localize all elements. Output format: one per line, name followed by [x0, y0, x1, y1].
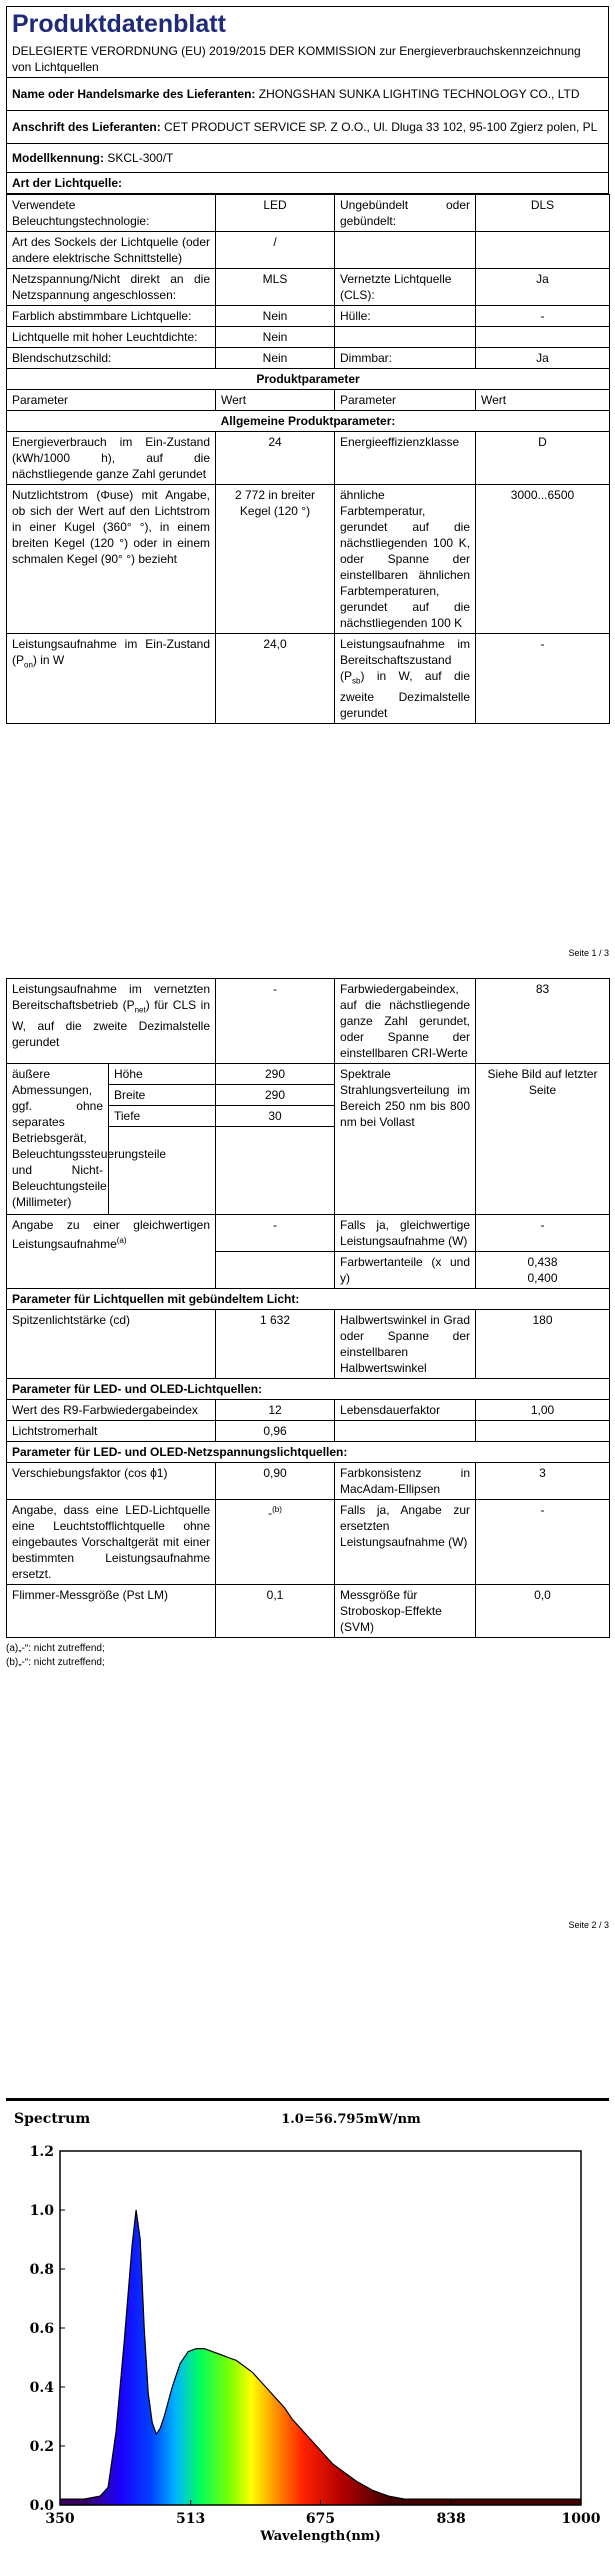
page-title: Produktdatenblatt	[6, 6, 609, 41]
regulation-subtitle: DELEGIERTE VERORDNUNG (EU) 2019/2015 DER KOMMISSION zur Energieverbrauchskennzeichnung von Lichtquellen	[7, 41, 609, 78]
x-tick-label: 513	[176, 2511, 206, 2527]
dimmable-value: Ja	[476, 348, 610, 369]
power-factor-label: Verschiebungsfaktor (cos ϕ1)	[7, 1463, 216, 1500]
dls-heading: Parameter für Lichtquellen mit gebündeltem Licht:	[7, 1289, 610, 1310]
chroma-x: 0,438	[527, 1255, 558, 1269]
general-params-heading: Allgemeine Produktparameter:	[7, 411, 610, 432]
model-id: SKCL-300/T	[107, 151, 174, 165]
anti-glare-value: Nein	[216, 348, 335, 369]
x-tick-label: 1000	[561, 2511, 601, 2527]
dimmable-label: Dimmbar:	[335, 348, 476, 369]
product-params-heading: Produktparameter	[7, 369, 610, 390]
supplier-name: ZHONGSHAN SUNKA LIGHTING TECHNOLOGY CO., LTD	[258, 87, 580, 101]
spectrum-area	[60, 2210, 581, 2505]
page-1-footer: Seite 1 / 3	[568, 948, 609, 958]
y-tick-label: 0.2	[29, 2439, 54, 2455]
empty-cell	[335, 232, 476, 269]
r9-label: Wert des R9-Farbwiedergabeindex	[7, 1400, 216, 1421]
psb-label: Leistungsaufnahme im Bereitschaftszustand $(P_{sb})$ in W, auf die zweite Dezimalstelle gerundet	[335, 634, 476, 724]
energy-label: Energieverbrauch im Ein-Zustand (kWh/1000 h), auf die nächstliegende ganze Zahl gerundet	[7, 432, 216, 485]
x-axis-label: Wavelength(nm)	[260, 2529, 381, 2544]
dims-label: äußere Abmessungen, ggf. ohne separates Betriebsgerät, Beleuchtungssteuerungsteile und Nicht-Beleuchtungsteile (Millimeter)	[7, 1064, 109, 1215]
pnet-value: -	[216, 979, 335, 1064]
socket-value: /	[216, 232, 335, 269]
led-mains-heading: Parameter für LED- und OLED-Netzspannungslichtquellen:	[7, 1442, 610, 1463]
light-type-heading: Art der Lichtquelle:	[7, 173, 609, 194]
survival-label: Lebensdauerfaktor	[335, 1400, 476, 1421]
light-type-table	[6, 194, 610, 724]
cri-value: 83	[476, 979, 610, 1064]
flicker-value: 0,1	[216, 1585, 335, 1638]
empty-cell	[216, 1127, 335, 1215]
pon-label: Leistungsaufnahme im Ein-Zustand $(P_{on})$ in W	[7, 634, 216, 724]
replacement-power-label: Falls ja, Angabe zur ersetzten Leistungsaufnahme (W)	[335, 1500, 476, 1585]
y-tick-label: 1.2	[29, 2144, 54, 2160]
tunable-label: Farblich abstimmbare Lichtquelle:	[7, 306, 216, 327]
energy-value: 24	[216, 432, 335, 485]
y-tick-label: 0.0	[29, 2498, 54, 2514]
macadam-label: Farbkonsistenz in MacAdam-Ellipsen	[335, 1463, 476, 1500]
x-tick-label: 838	[436, 2511, 466, 2527]
header-table	[6, 41, 609, 194]
spectrum-svg	[6, 2101, 609, 2560]
replacement-value-text: -	[268, 1506, 273, 1520]
empty-cell	[335, 327, 476, 348]
replacement-power-value: -	[476, 1500, 610, 1585]
empty-cell	[476, 1421, 610, 1442]
undirected-label: Ungebündelt oder gebündelt:	[335, 195, 476, 232]
y-tick-label: 0.4	[29, 2380, 54, 2396]
tech-value: LED	[216, 195, 335, 232]
flux-label: Nutzlichtstrom (Φuse) mit Angabe, ob sich der Wert auf den Lichtstrom in einer Kugel (360° °), in einem breiten Kegel (120 °) oder in einem schmalen Kegel (90° °) bezieht	[7, 485, 216, 634]
x-tick-label: 675	[305, 2511, 336, 2527]
spectrum-chart	[6, 2098, 609, 2563]
col-header-param: Parameter	[335, 390, 476, 411]
svm-label: Messgröße für Stroboskop-Effekte (SVM)	[335, 1585, 476, 1638]
chroma-value	[476, 1252, 610, 1289]
mains-value: MLS	[216, 269, 335, 306]
empty-cell	[109, 1127, 216, 1215]
tech-label: Verwendete Beleuchtungstechnologie:	[7, 195, 216, 232]
flicker-label: Flimmer-Messgröße (Pst LM)	[7, 1585, 216, 1638]
supplier-address-row	[7, 111, 609, 144]
beam-label: Halbwertswinkel in Grad oder Spanne der einstellbaren Halbwertswinkel	[335, 1310, 476, 1379]
x-tick-label: 350	[45, 2511, 75, 2527]
chroma-y: 0,400	[527, 1271, 558, 1285]
model-row	[7, 144, 609, 173]
mains-label: Netzspannung/Nicht direkt an die Netzspannung angeschlossen:	[7, 269, 216, 306]
width-label: Breite	[109, 1085, 216, 1106]
replacement-label: Angabe, dass eine LED-Lichtquelle eine Leuchtstofflichtquelle ohne eingebautes Vorschaltgerät mit einer bestimmten Leistungsaufnahme ersetzt.	[7, 1500, 216, 1585]
cct-value: 3000...6500	[476, 485, 610, 634]
empty-cell	[216, 1252, 335, 1289]
led-heading: Parameter für LED- und OLED-Lichtquellen:	[7, 1379, 610, 1400]
footnote-b: (b)„-“: nicht zutreffend;	[6, 1657, 105, 1668]
model-label: Modellkennung:	[12, 151, 104, 165]
depth-label: Tiefe	[109, 1106, 216, 1127]
high-luminance-value: Nein	[216, 327, 335, 348]
spectral-value: Siehe Bild auf letzter Seite	[476, 1064, 610, 1215]
envelope-label: Hülle:	[335, 306, 476, 327]
spectral-label: Spektrale Strahlungsverteilung im Bereich 250 nm bis 800 nm bei Vollast	[335, 1064, 476, 1215]
macadam-value: 3	[476, 1463, 610, 1500]
tunable-value: Nein	[216, 306, 335, 327]
empty-cell	[476, 232, 610, 269]
flux-value: 2 772 in breiter Kegel (120 °)	[216, 485, 335, 634]
chart-title: Spectrum	[14, 2111, 91, 2127]
equiv-value: -	[216, 1215, 335, 1252]
power-factor-value: 0,90	[216, 1463, 335, 1500]
equiv-label: Angabe zu einer gleichwertigen Leistungsaufnahme$^{(a)}$	[7, 1215, 216, 1289]
col-header-value: Wert	[216, 390, 335, 411]
peak-label: Spitzenlichtstärke (cd)	[7, 1310, 216, 1379]
socket-label: Art des Sockels der Lichtquelle (oder andere elektrische Schnittstelle)	[7, 232, 216, 269]
equiv-power-value: -	[476, 1215, 610, 1252]
footnote-a: (a)„-“: nicht zutreffend;	[6, 1643, 105, 1654]
col-header-value: Wert	[476, 390, 610, 411]
energy-class-value: D	[476, 432, 610, 485]
cct-label: ähnliche Farbtemperatur, gerundet auf die nächstliegenden 100 K, oder Spanne der einstellbaren ähnlichen Farbtemperaturen, gerundet auf die nächstliegenden 100 K	[335, 485, 476, 634]
chroma-label: Farbwertanteile (x und y)	[335, 1252, 476, 1289]
y-tick-label: 0.8	[29, 2262, 54, 2278]
energy-class-label: Energieeffizienzklasse	[335, 432, 476, 485]
cri-label: Farbwiedergabeindex, auf die nächstliegende ganze Zahl gerundet, oder Spanne der einstellbaren CRI-Werte	[335, 979, 476, 1064]
pon-value: 24,0	[216, 634, 335, 724]
supplier-address-label: Anschrift des Lieferanten:	[12, 120, 161, 134]
svm-value: 0,0	[476, 1585, 610, 1638]
anti-glare-label: Blendschutzschild:	[7, 348, 216, 369]
cls-label: Vernetzte Lichtquelle (CLS):	[335, 269, 476, 306]
cls-value: Ja	[476, 269, 610, 306]
y-tick-label: 1.0	[29, 2203, 54, 2219]
height-label: Höhe	[109, 1064, 216, 1085]
peak-value: 1 632	[216, 1310, 335, 1379]
width-value: 290	[216, 1085, 335, 1106]
equiv-label-text: Angabe zu einer gleichwertigen Leistungsaufnahme	[12, 1218, 211, 1251]
page-2-footer: Seite 2 / 3	[568, 1920, 609, 1930]
envelope-value: -	[476, 306, 610, 327]
survival-value: 1,00	[476, 1400, 610, 1421]
equiv-power-label: Falls ja, gleichwertige Leistungsaufnahme (W)	[335, 1215, 476, 1252]
maintenance-label: Lichtstromerhalt	[7, 1421, 216, 1442]
r9-value: 12	[216, 1400, 335, 1421]
empty-cell	[335, 1421, 476, 1442]
depth-value: 30	[216, 1106, 335, 1127]
supplier-name-row	[7, 78, 609, 111]
col-header-param: Parameter	[7, 390, 216, 411]
page-1	[6, 6, 609, 724]
page-2	[6, 978, 609, 1670]
page2-table	[6, 978, 610, 1638]
psb-value: -	[476, 634, 610, 724]
supplier-name-label: Name oder Handelsmarke des Lieferanten:	[12, 87, 256, 101]
undirected-value: DLS	[476, 195, 610, 232]
supplier-address: CET PRODUCT SERVICE SP. Z O.O., Ul. Dluga 33 102, 95-100 Zgierz polen, PL	[164, 120, 598, 134]
high-luminance-label: Lichtquelle mit hoher Leuchtdichte:	[7, 327, 216, 348]
replacement-value: -$^{(b)}$	[216, 1500, 335, 1585]
pnet-label: Leistungsaufnahme im vernetzten Bereitschaftsbetrieb $(P_{net})$ für CLS in W, auf die zweite Dezimalstelle gerundet	[7, 979, 216, 1064]
chart-scale-note: 1.0=56.795mW/nm	[281, 2112, 421, 2127]
maintenance-value: 0,96	[216, 1421, 335, 1442]
empty-cell	[476, 327, 610, 348]
height-value: 290	[216, 1064, 335, 1085]
beam-value: 180	[476, 1310, 610, 1379]
y-tick-label: 0.6	[29, 2321, 54, 2337]
